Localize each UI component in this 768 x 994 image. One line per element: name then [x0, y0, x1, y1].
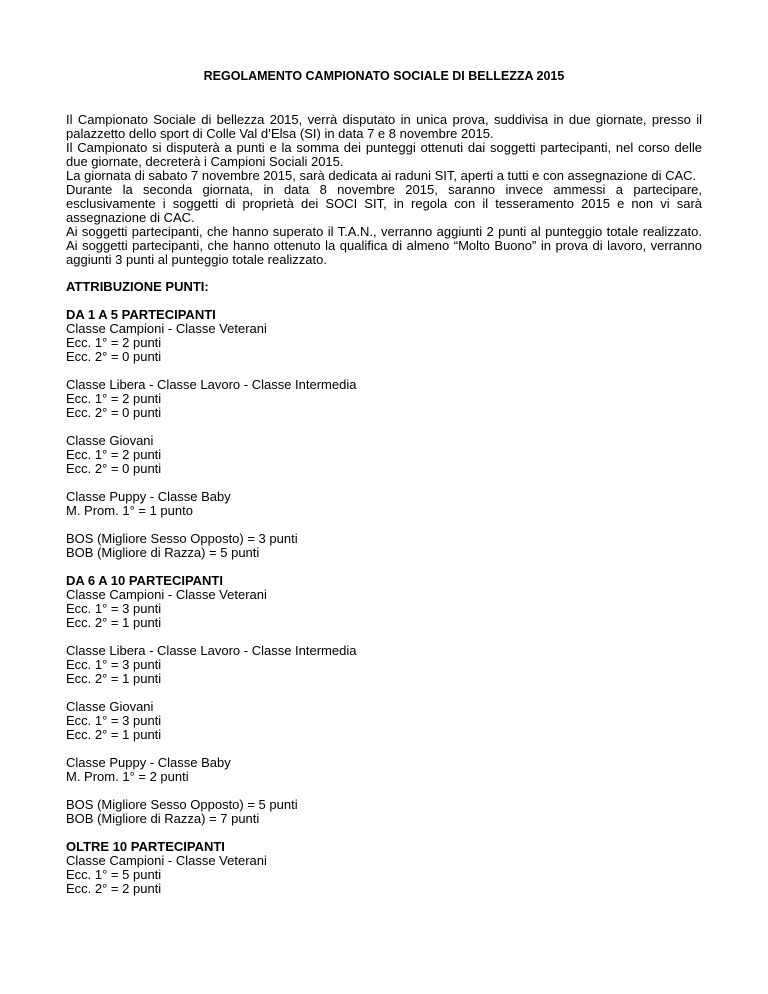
class-name: Classe Libera - Classe Lavoro - Classe Intermedia: [66, 377, 357, 392]
points-line: BOB (Migliore di Razza) = 5 punti: [66, 545, 260, 560]
points-line: M. Prom. 1° = 1 punto: [66, 503, 193, 518]
points-line: Ecc. 1° = 5 punti: [66, 867, 162, 882]
class-name: Classe Puppy - Classe Baby: [66, 755, 231, 770]
intro-text: [66, 113, 702, 267]
class-block: [66, 700, 702, 742]
points-line: Ecc. 1° = 2 punti: [66, 391, 162, 406]
points-line: Ecc. 2° = 0 punti: [66, 461, 162, 476]
points-group-over-10: [66, 840, 702, 896]
document-title: REGOLAMENTO CAMPIONATO SOCIALE DI BELLEZZA 2015: [203, 69, 565, 83]
points-line: Ecc. 2° = 1 punti: [66, 727, 162, 742]
class-block: [66, 434, 702, 476]
points-line: Ecc. 1° = 3 punti: [66, 657, 162, 672]
class-name: Classe Giovani: [66, 699, 154, 714]
intro-paragraph: La giornata di sabato 7 novembre 2015, sarà dedicata ai raduni SIT, aperti a tutti e con assegnazione di CAC.: [66, 168, 697, 183]
class-name: Classe Puppy - Classe Baby: [66, 489, 231, 504]
points-group-1-to-5: [66, 308, 702, 364]
class-block: [66, 644, 702, 686]
intro-paragraph: Il Campionato si disputerà a punti e la somma dei punteggi ottenuti dai soggetti partecipanti, nel corso delle due giornate, decreterà i Campioni Sociali 2015.: [66, 140, 702, 169]
class-block: [66, 756, 702, 784]
class-block: [66, 490, 702, 518]
points-line: Ecc. 2° = 1 punti: [66, 615, 162, 630]
group-heading: DA 1 A 5 PARTECIPANTI: [66, 307, 216, 322]
class-name: Classe Campioni - Classe Veterani: [66, 587, 267, 602]
points-group-6-to-10: [66, 574, 702, 630]
points-line: Ecc. 1° = 3 punti: [66, 713, 162, 728]
intro-paragraph: Ai soggetti partecipanti, che hanno superato il T.A.N., verranno aggiunti 2 punti al punteggio totale realizzato. Ai soggetti partecipanti, che hanno ottenuto la qualifica di almeno “Molto Buono” in prova di lavoro, verranno aggiunti 3 punti al punteggio totale realizzato.: [66, 224, 702, 267]
document-body: [66, 113, 702, 896]
intro-paragraph: Il Campionato Sociale di bellezza 2015, verrà disputato in unica prova, suddivisa in due giornate, presso il palazzetto dello sport di Colle Val d’Elsa (SI) in data 7 e 8 novembre 2015.: [66, 112, 702, 141]
points-line: Ecc. 2° = 0 punti: [66, 349, 162, 364]
group-heading: OLTRE 10 PARTECIPANTI: [66, 839, 225, 854]
points-line: Ecc. 2° = 1 punti: [66, 671, 162, 686]
class-name: Classe Campioni - Classe Veterani: [66, 853, 267, 868]
class-name: Classe Libera - Classe Lavoro - Classe Intermedia: [66, 643, 357, 658]
points-line: Ecc. 1° = 3 punti: [66, 601, 162, 616]
points-line: BOS (Migliore Sesso Opposto) = 5 punti: [66, 797, 298, 812]
class-name: Classe Giovani: [66, 433, 154, 448]
award-block: [66, 532, 702, 560]
points-line: M. Prom. 1° = 2 punti: [66, 769, 189, 784]
group-heading: DA 6 A 10 PARTECIPANTI: [66, 573, 223, 588]
section-title: ATTRIBUZIONE PUNTI:: [66, 279, 209, 294]
points-line: Ecc. 2° = 0 punti: [66, 405, 162, 420]
award-block: [66, 798, 702, 826]
points-line: Ecc. 1° = 2 punti: [66, 447, 162, 462]
points-line: Ecc. 2° = 2 punti: [66, 881, 162, 896]
intro-paragraph: Durante la seconda giornata, in data 8 novembre 2015, saranno invece ammessi a partecipare, esclusivamente i soggetti di proprietà dei SOCI SIT, in regola con il tesseramento 2015 e non vi sarà assegnazione di CAC.: [66, 182, 702, 225]
points-line: BOB (Migliore di Razza) = 7 punti: [66, 811, 260, 826]
points-line: BOS (Migliore Sesso Opposto) = 3 punti: [66, 531, 298, 546]
class-name: Classe Campioni - Classe Veterani: [66, 321, 267, 336]
class-block: [66, 378, 702, 420]
points-line: Ecc. 1° = 2 punti: [66, 335, 162, 350]
